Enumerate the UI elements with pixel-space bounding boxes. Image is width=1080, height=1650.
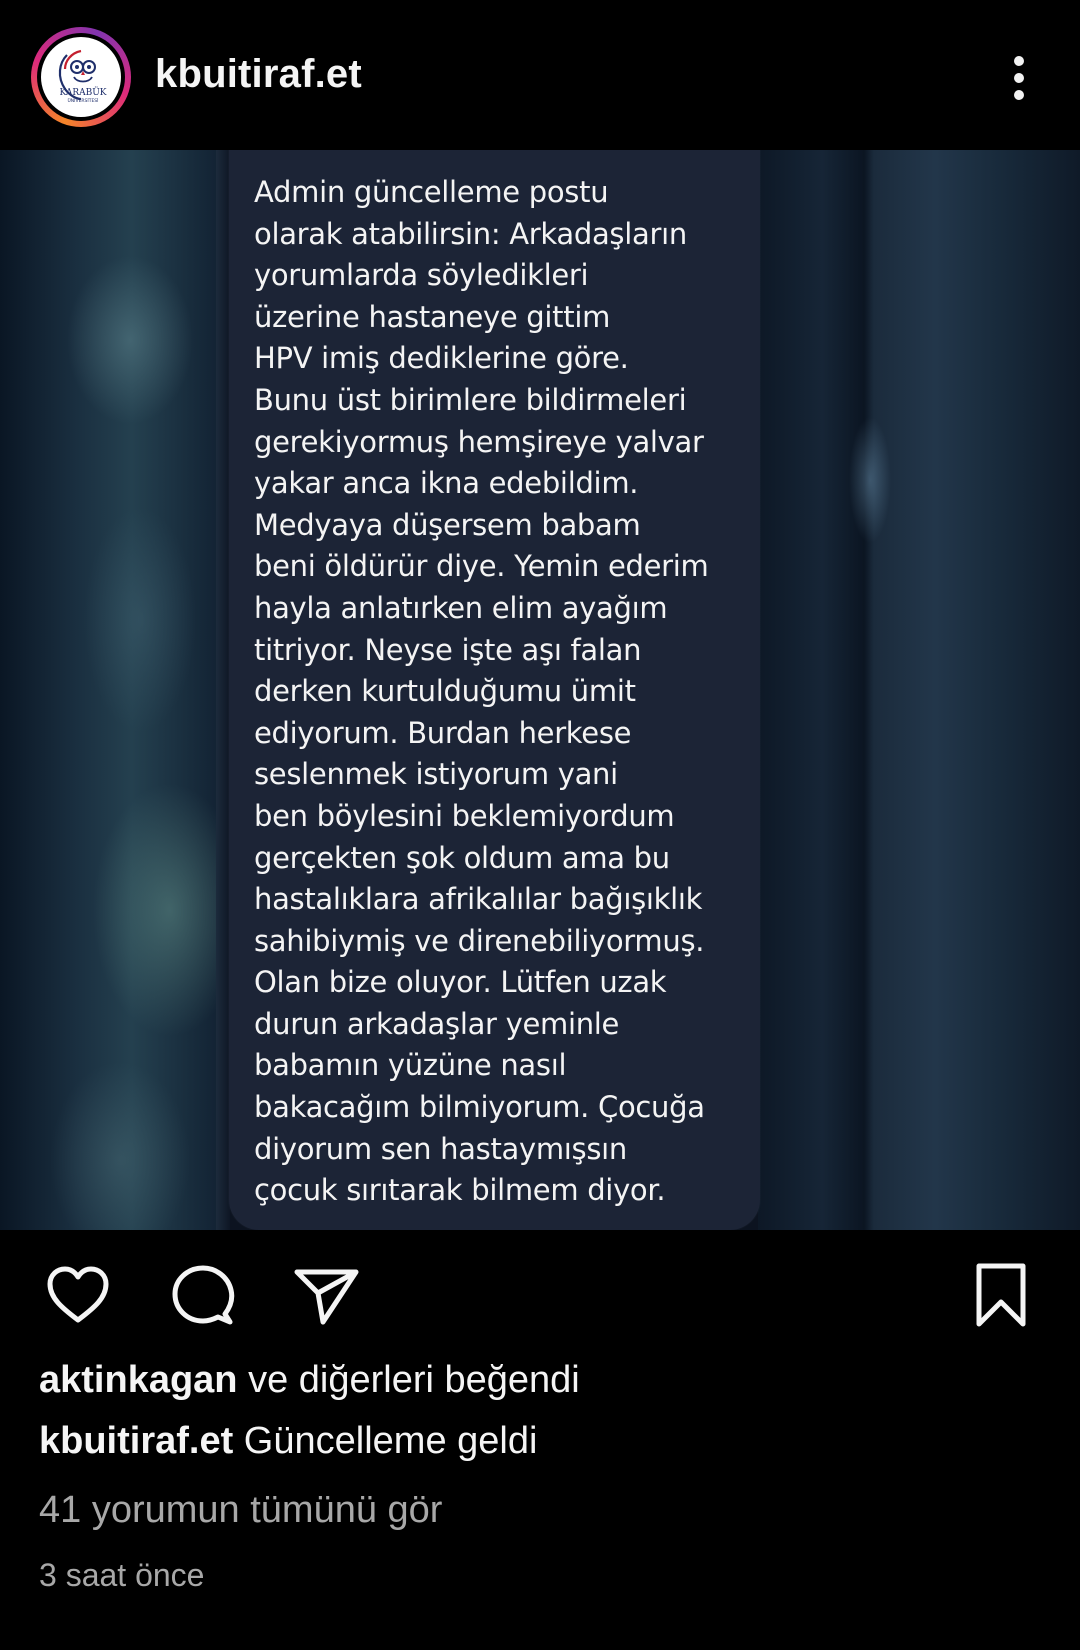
send-icon[interactable] <box>290 1260 362 1332</box>
blurred-background-right <box>758 150 1080 1230</box>
svg-text:ÜNİVERSİTESİ: ÜNİVERSİTESİ <box>67 99 99 104</box>
avatar-ring-gap <box>37 33 125 121</box>
heart-icon[interactable] <box>42 1260 114 1332</box>
caption-username[interactable]: kbuitiraf.et <box>39 1420 234 1462</box>
message-text: Admin güncelleme postu olarak atabilirsin: Arkadaşların yorumlarda söyledikleri üzerine hastaneye gittim HPV imiş dediklerine göre. Bunu üst birimlere bildirmeleri gerekiyormuş hemşireye yalvar yakar anca ikna edebildim. Medyaya düşersem babam beni öldürür diye. Yemin ederim hayla anlatırken elim ayağım titriyor. Neyse işte aşı falan derken kurtulduğumu ümit ediyorum. Burdan herkese seslenmek istiyorum yani ben böylesini beklemiyordum gerçekten şok oldum ama bu hastalıklara afrikalılar bağışıklık sahibiymiş ve direnebiliyormuş. Olan bize oluyor. Lütfen uzak durun arkadaşlar yeminle babamın yüzüne nasıl bakacağım bilmiyorum. Çocuğa diyorum sen hastaymışsın çocuk sırıtarak bilmem diyor. <box>254 175 709 1208</box>
liked-by-username[interactable]: aktinkagan <box>39 1359 238 1401</box>
post-timestamp: 3 saat önce <box>39 1557 205 1593</box>
comment-icon[interactable] <box>167 1260 239 1332</box>
blurred-background-left <box>0 150 220 1230</box>
more-dot <box>1014 56 1024 66</box>
more-options-icon[interactable] <box>990 48 1046 108</box>
post-image[interactable] <box>0 150 1080 1230</box>
karabuk-universitesi-logo-icon <box>41 37 121 117</box>
more-dot <box>1014 73 1024 83</box>
avatar[interactable] <box>31 27 131 127</box>
svg-text:KARABÜK: KARABÜK <box>59 88 107 98</box>
likes-summary[interactable] <box>39 1359 580 1402</box>
likes-suffix: ve diğerleri beğendi <box>237 1359 580 1401</box>
bookmark-icon[interactable] <box>965 1260 1037 1332</box>
caption-text: Güncelleme geldi <box>233 1420 538 1462</box>
post-actions <box>0 1230 1080 1360</box>
post-caption <box>39 1420 537 1463</box>
post-header <box>0 0 1080 150</box>
image-edge <box>216 150 230 1230</box>
post-author-username[interactable]: kbuitiraf.et <box>155 52 362 96</box>
view-all-comments-link[interactable]: 41 yorumun tümünü gör <box>39 1489 443 1531</box>
more-dot <box>1014 90 1024 100</box>
